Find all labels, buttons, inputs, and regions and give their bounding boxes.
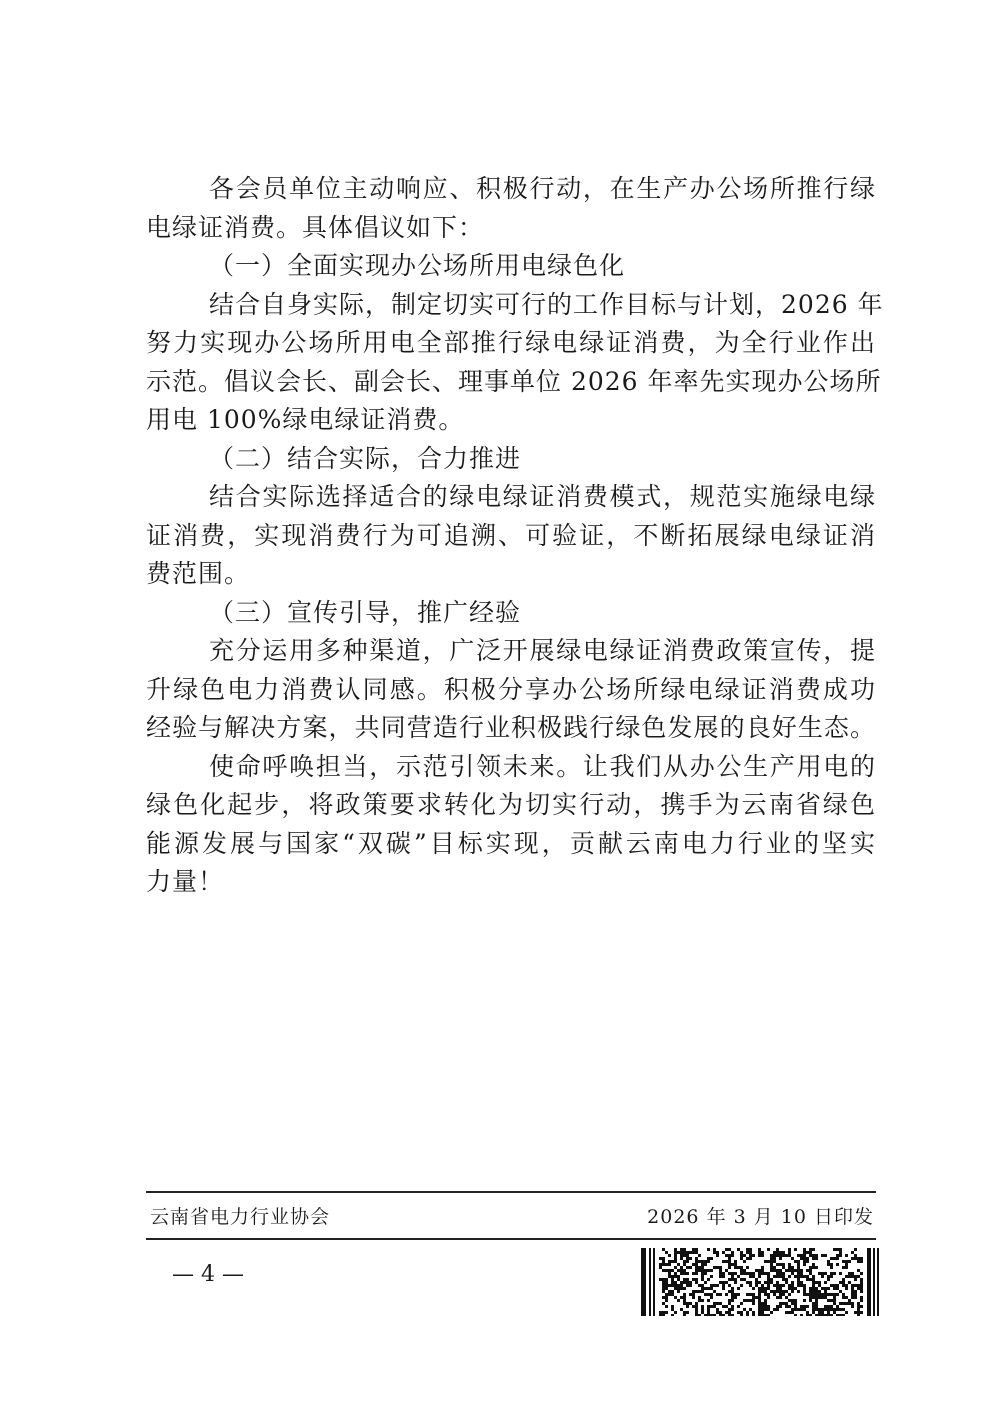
section-heading: （一）全面实现办公场所用电绿色化 [209,251,626,280]
issuing-organization: 云南省电力行业协会 [150,1206,331,1228]
text-line: 充分运用多种渠道，广泛开展绿电绿证消费政策宣传，提 [209,636,876,665]
text-line: 绿色化起步，将政策要求转化为切实行动，携手为云南省绿色 [146,790,876,819]
text-line: 用电 100%绿电绿证消费。 [146,405,465,434]
text-line: 升绿色电力消费认同感。积极分享办公场所绿电绿证消费成功 [146,674,876,704]
text-line: 结合自身实际，制定切实可行的工作目标与计划，2026 年 [209,289,884,319]
text-line: 能源发展与国家“双碳”目标实现，贡献云南电力行业的坚实 [146,828,876,858]
text-line: 费范围。 [146,559,251,588]
text-line: 经验与解决方案，共同营造行业积极践行绿色发展的良好生态。 [146,713,876,742]
text-line: 各会员单位主动响应、积极行动，在生产办公场所推行绿 [209,174,876,203]
text-line: 证消费，实现消费行为可追溯、可验证，不断拓展绿电绿证消 [146,520,876,550]
text-line: 结合实际选择适合的绿电绿证消费模式，规范实施绿电绿 [209,482,876,511]
text-line: 使命呼唤担当，示范引领未来。让我们从办公生产用电的 [209,751,876,781]
barcode-icon [641,1248,881,1316]
text-line: 电绿证消费。具体倡议如下： [146,212,485,242]
text-line: 力量！ [146,867,225,896]
section-heading: （三）宣传引导，推广经验 [209,597,522,627]
page-number: — 4 — [172,1262,244,1287]
footer-bottom-rule [146,1238,876,1240]
section-heading: （二）结合实际，合力推进 [209,443,522,473]
text-line: 努力实现办公场所用电全部推行绿电绿证消费，为全行业作出 [146,328,876,357]
footer-top-rule [146,1191,876,1193]
print-date: 2026 年 3 月 10 日印发 [647,1206,874,1228]
text-line: 示范。倡议会长、副会长、理事单位 2026 年率先实现办公场所 [146,366,882,396]
document-body [146,170,884,902]
